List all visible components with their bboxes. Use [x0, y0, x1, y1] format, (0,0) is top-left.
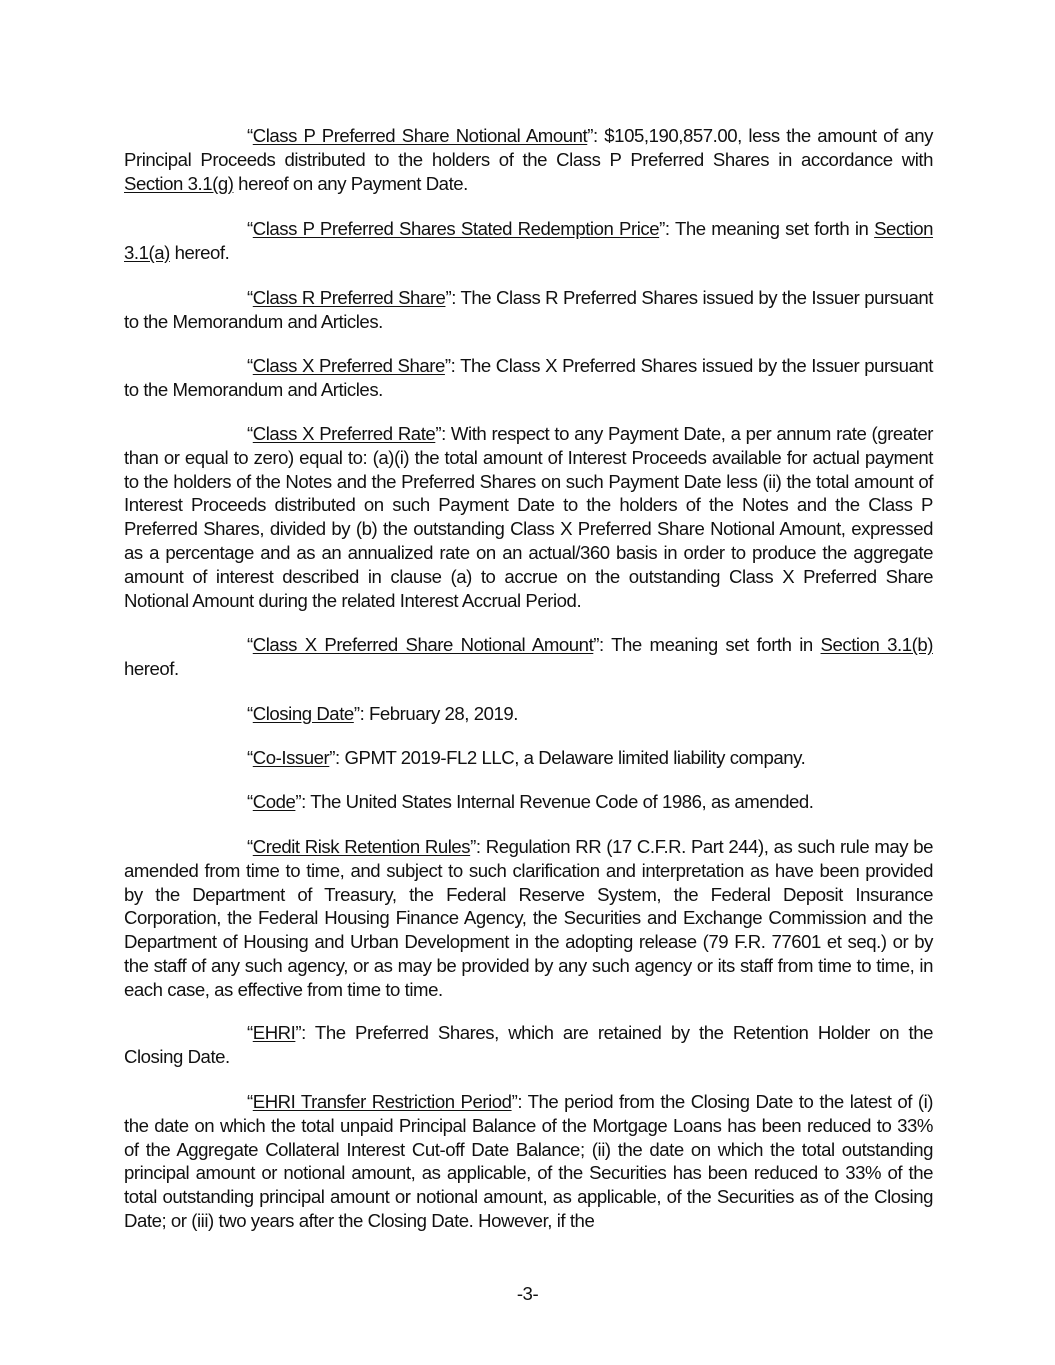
defined-term: Class P Preferred Share Notional Amount [252, 125, 588, 146]
definition-class-x-preferred-share: “Class X Preferred Share”: The Class X Preferred Shares issued by the Issuer pursuant to the Memorandum and Articles. [124, 355, 933, 400]
definition-ehri: “EHRI”: The Preferred Shares, which are retained by the Retention Holder on the Closing Date. [124, 1022, 933, 1067]
page-number: -3- [516, 1283, 539, 1304]
defined-term: Co-Issuer [252, 747, 330, 768]
defined-term: EHRI [252, 1022, 296, 1043]
defined-term: Class X Preferred Share Notional Amount [252, 634, 594, 655]
definition-class-p-preferred-share-notional-amount: “Class P Preferred Share Notional Amount”: $105,190,857.00, less the amount of any Principal Proceeds distributed to the holders of the Class P Preferred Shares in accordance with Section 3.1(g) hereof on any Payment Date. [124, 125, 933, 194]
definition-credit-risk-retention-rules: “Credit Risk Retention Rules”: Regulation RR (17 C.F.R. Part 244), as such rule may be amended from time to time, and subject to such clarification and interpretation as have been provided by the Department of Treasury, the Federal Reserve System, the Federal Deposit Insurance Corporation, the Federal Housing Finance Agency, the Securities and Exchange Commission and the Department of Housing and Urban Development in the adopting release (79 F.R. 77601 et seq.) or by the staff of any such agency, or as may be provided by any such agency or its staff from time to time, in each case, as effective from time to time. [124, 836, 933, 1000]
defined-term: Class X Preferred Rate [252, 423, 436, 444]
defined-term: Class X Preferred Share [252, 355, 445, 376]
defined-term: EHRI Transfer Restriction Period [252, 1091, 512, 1112]
section-reference: Section 3.1(a) [124, 218, 933, 263]
section-reference: Section 3.1(b) [820, 634, 933, 655]
definition-class-x-preferred-rate: “Class X Preferred Rate”: With respect to any Payment Date, a per annum rate (greater than or equal to zero) equal to: (a)(i) the total amount of Interest Proceeds available for actual payment to the holders of the Notes and the Preferred Shares on such Payment Date less (ii) the total amount of Interest Proceeds distributed on such Payment Date to the holders of the Notes and the Class P Preferred Shares, divided by (b) the outstanding Class X Preferred Share Notional Amount, expressed as a percentage and as an annualized rate on an actual/360 basis in order to produce the aggregate amount of interest described in clause (a) to accrue on the outstanding Class X Preferred Share Notional Amount during the related Interest Accrual Period. [124, 423, 933, 611]
definition-closing-date: “Closing Date”: February 28, 2019. [247, 703, 519, 724]
definition-ehri-transfer-restriction-period: “EHRI Transfer Restriction Period”: The period from the Closing Date to the latest of (i) the date on which the total unpaid Principal Balance of the Mortgage Loans has been reduced to 33% of the Aggregate Collateral Interest Cut-off Date Balance; (ii) the date on which the total outstanding principal amount or notional amount, as applicable, of the Securities has been reduced to 33% of the total outstanding principal amount or notional amount, as applicable, of the Securities as of the Closing Date; or (iii) two years after the Closing Date. However, if the [124, 1091, 933, 1231]
defined-term: Closing Date [252, 703, 354, 724]
section-reference: Section 3.1(g) [124, 172, 234, 194]
defined-term: Credit Risk Retention Rules [252, 836, 471, 857]
definition-class-r-preferred-share: “Class R Preferred Share”: The Class R Preferred Shares issued by the Issuer pursuant to the Memorandum and Articles. [124, 287, 933, 332]
definition-code: “Code”: The United States Internal Revenue Code of 1986, as amended. [247, 791, 814, 812]
defined-term: Code [252, 791, 296, 812]
defined-term: Class R Preferred Share [252, 287, 446, 308]
definition-class-x-preferred-share-notional-amount: “Class X Preferred Share Notional Amount”: The meaning set forth in Section 3.1(b) hereof. [124, 634, 933, 679]
defined-term: Class P Preferred Shares Stated Redemption Price [252, 218, 660, 239]
definition-co-issuer: “Co-Issuer”: GPMT 2019-FL2 LLC, a Delaware limited liability company. [247, 747, 806, 768]
definition-class-p-stated-redemption-price: “Class P Preferred Shares Stated Redemption Price”: The meaning set forth in Section 3.1(a) hereof. [124, 218, 933, 263]
